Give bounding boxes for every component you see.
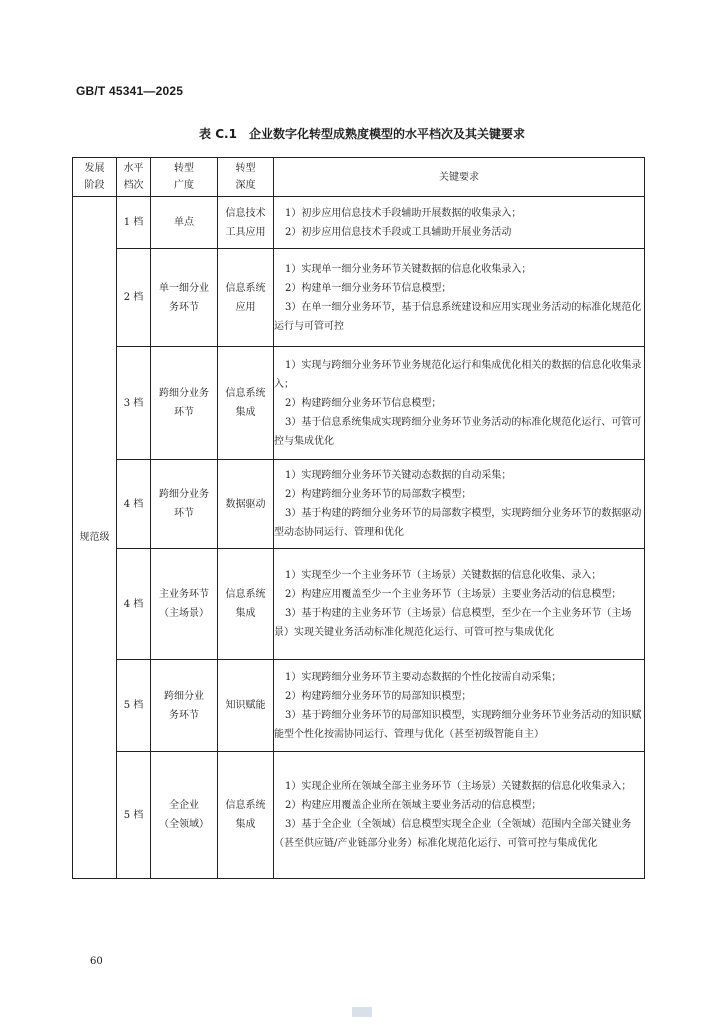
table-row [73,752,645,879]
breadth-line: 跨细分业务 [159,489,209,500]
header-requirements: 关键要求 [274,158,645,197]
table-row [73,660,645,752]
requirement-item: 2）构建跨细分业务环节信息模型； [285,397,442,409]
requirement-item: 3）基于跨细分业务环节的局部知识模型，实现跨细分业务环节业务活动的知识赋能型个性化按需协同运行、管理与优化（甚至初级智能自主） [274,709,642,740]
publisher-watermark [352,1007,372,1017]
breadth-line: 务环节 [169,301,199,313]
header-depth-line: 转型 [235,163,256,174]
requirement-item: 2）构建应用覆盖至少一个主业务环节（主场景）主要业务活动的信息模型； [285,589,622,600]
requirement-item: 1）实现跨细分业务环节关键动态数据的自动采集； [285,470,512,481]
requirements-cell [274,549,645,660]
table-title: 表 C.1 企业数字化转型成熟度模型的水平档次及其关键要求 [199,127,525,141]
breadth-cell [151,549,218,660]
depth-line: 信息系统 [225,282,266,294]
requirements-cell [274,460,645,549]
table-row [73,549,645,660]
depth-cell [218,460,274,549]
breadth-line: 全企业 [169,800,199,811]
header-depth [218,158,274,197]
depth-line: 信息系统 [225,388,266,399]
depth-cell [218,549,274,660]
requirements-cell [274,660,645,752]
header-stage-line: 阶段 [84,180,105,191]
requirement-item: 3）基于信息系统集成实现跨细分业务环节业务活动的标准化规范化运行、可管可控与集成优化 [274,416,642,447]
requirements-cell [274,249,645,347]
breadth-cell [151,660,218,752]
header-level [117,158,151,197]
table-header-row [73,158,645,197]
breadth-line: 主业务环节 [159,589,209,600]
header-level-line: 档次 [123,180,144,191]
requirement-item: 2）构建跨细分业务环节的局部数字模型； [285,489,472,500]
header-breadth [151,158,218,197]
header-level-line: 水平 [123,163,144,174]
requirement-item: 3）基于构建的主业务环节（主场景）信息模型，至少在一个主业务环节（主场景）实现关键业务活动标准化规范化运行、可管可控与集成优化 [274,608,632,638]
depth-line: 应用 [235,301,256,313]
depth-line: 集成 [235,819,256,830]
requirements-cell [274,197,645,249]
page-number: 60 [90,956,103,967]
depth-line: 信息系统 [225,800,266,811]
header-breadth-line: 转型 [174,163,194,174]
level-cell: 5 档 [117,660,151,752]
depth-cell [218,249,274,347]
level-cell: 3 档 [117,347,151,460]
requirement-item: 1）初步应用信息技术手段辅助开展数据的收集录入； [285,207,522,219]
table-row [73,347,645,460]
requirement-item: 3）在单一细分业务环节，基于信息系统建设和应用实现业务活动的标准化规范化运行与可管可控 [274,301,642,332]
depth-line: 集成 [235,407,256,418]
breadth-cell [151,752,218,879]
breadth-cell [151,347,218,460]
requirement-item: 1）实现企业所在领域全部主业务环节（主场景）关键数据的信息化收集录入； [285,781,632,792]
requirement-item: 2）构建单一细分业务环节信息模型； [285,282,452,294]
requirements-cell [274,347,645,460]
standard-code: GB/T 45341—2025 [76,84,184,98]
requirement-item: 3）基于构建的跨细分业务环节的局部数字模型，实现跨细分业务环节的数据驱动型动态协同运行、管理和优化 [274,508,642,538]
depth-cell [218,197,274,249]
requirement-item: 2）构建跨细分业务环节的局部知识模型； [285,690,472,702]
breadth-line: （全领域） [159,819,209,830]
breadth-cell [151,197,218,249]
breadth-line: 跨细分业 [164,690,204,702]
breadth-cell [151,249,218,347]
level-cell: 1 档 [117,197,151,249]
table-row [73,460,645,549]
depth-cell [218,347,274,460]
table-row [73,249,645,347]
depth-line: 集成 [235,608,256,619]
maturity-table [72,157,645,879]
header-stage [73,158,117,197]
depth-line: 信息技术 [225,207,266,219]
breadth-line: 单一细分业 [159,282,209,294]
depth-line: 信息系统 [225,589,266,600]
header-depth-line: 深度 [235,180,256,191]
breadth-line: 务环节 [169,709,199,721]
breadth-cell [151,460,218,549]
table-row [73,197,645,249]
header-breadth-line: 广度 [174,180,194,191]
breadth-line: （主场景） [159,608,209,619]
requirement-item: 1）实现至少一个主业务环节（主场景）关键数据的信息化收集、录入； [285,570,602,581]
breadth-line: 环节 [174,407,194,418]
requirement-item: 1）实现与跨细分业务环节业务规范化运行和集成优化相关的数据的信息化收集录入； [274,359,642,390]
depth-cell [218,660,274,752]
requirement-item: 1）实现单一细分业务环节关键数据的信息化收集录入； [285,263,532,275]
level-cell: 2 档 [117,249,151,347]
requirement-item: 2）初步应用信息技术手段或工具辅助开展业务活动 [285,226,512,238]
breadth-line: 跨细分业务 [159,388,209,399]
depth-line: 工具应用 [225,226,266,238]
requirement-item: 3）基于全企业（全领域）信息模型实现全企业（全领域）范围内全部关键业务（甚至供应链/产业链部分业务）标准化规范化运行、可管可控与集成优化 [274,819,632,849]
depth-cell [218,752,274,879]
level-cell: 4 档 [117,460,151,549]
requirements-cell [274,752,645,879]
stage-cell: 规范级 [73,197,117,879]
requirement-item: 1）实现跨细分业务环节主要动态数据的个性化按需自动采集； [285,671,562,683]
depth-line: 知识赋能 [225,700,266,711]
depth-line: 数据驱动 [225,498,266,510]
requirement-item: 2）构建应用覆盖企业所在领域主要业务活动的信息模型； [285,800,542,811]
level-cell: 5 档 [117,752,151,879]
level-cell: 4 档 [117,549,151,660]
breadth-line: 环节 [174,508,194,519]
header-stage-line: 发展 [84,163,105,174]
breadth-line: 单点 [174,217,194,228]
